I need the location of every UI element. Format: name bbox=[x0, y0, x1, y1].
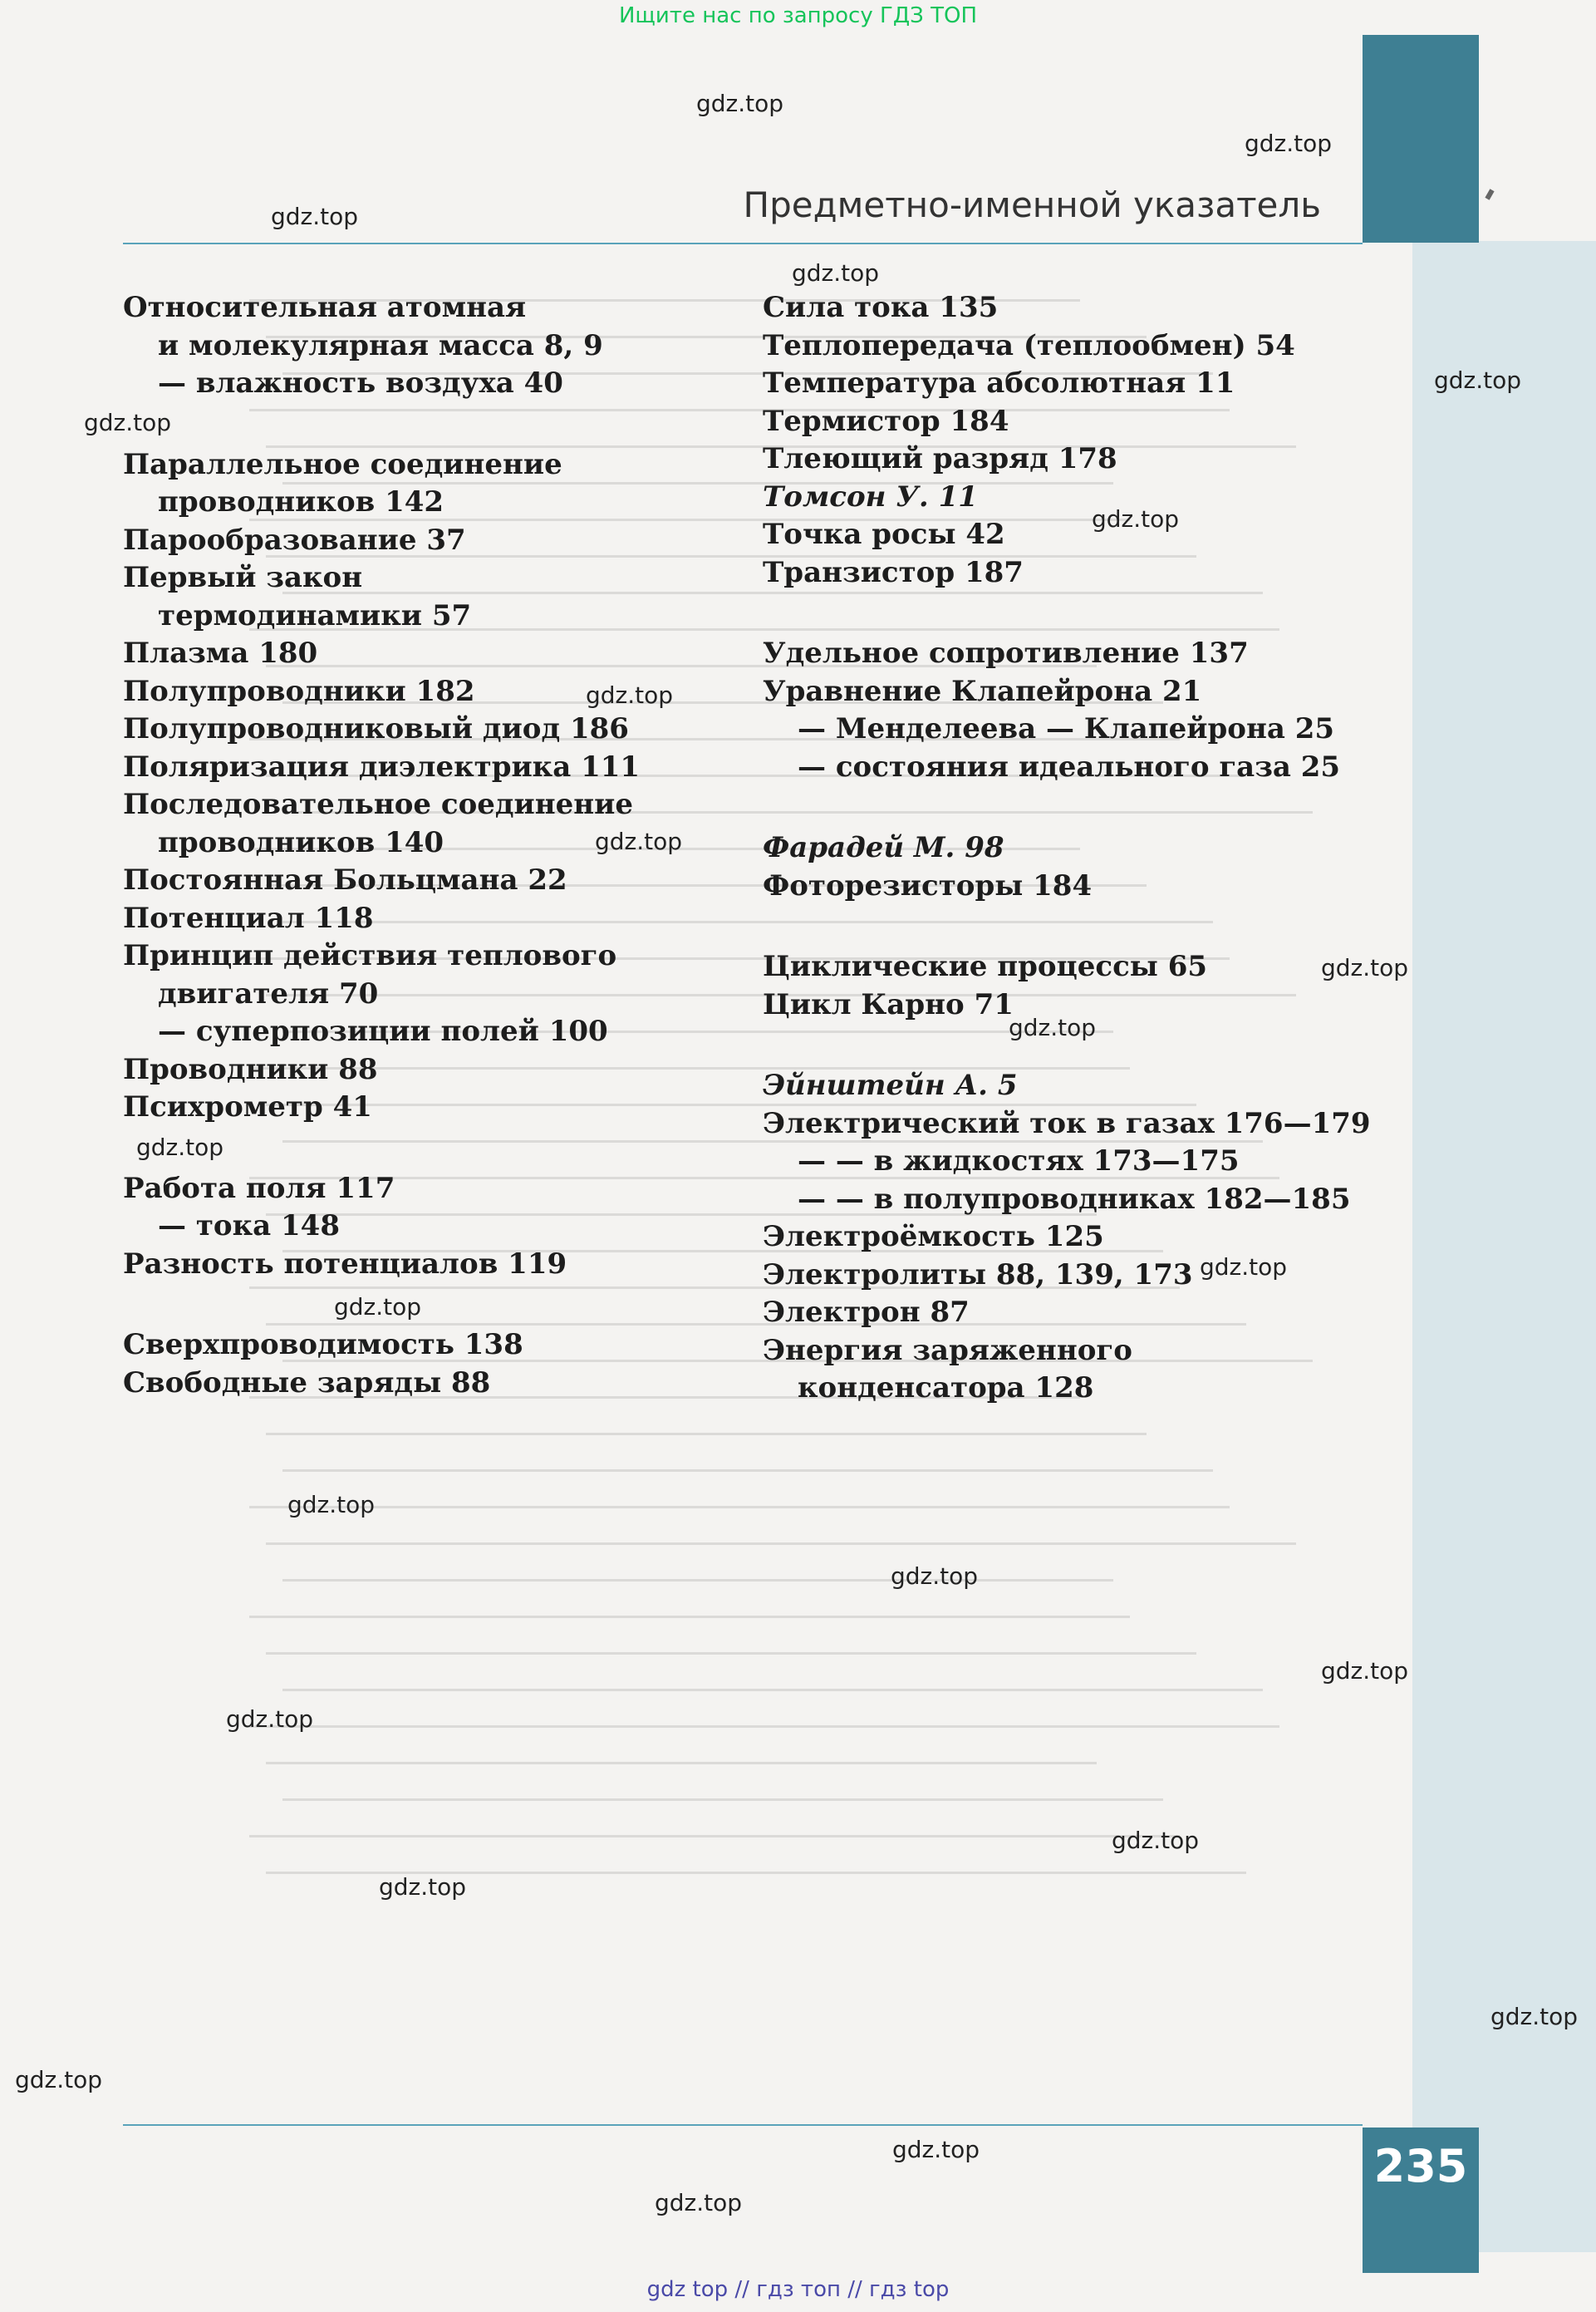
watermark-text: gdz.top bbox=[1092, 505, 1180, 533]
watermark-text: gdz.top bbox=[696, 90, 784, 117]
watermark-text: gdz.top bbox=[136, 1134, 224, 1161]
right-margin-band bbox=[1412, 241, 1596, 2252]
show-through-line bbox=[282, 1579, 1113, 1582]
index-entry: Принцип действия теплового bbox=[123, 939, 617, 972]
watermark-text: gdz.top bbox=[15, 2066, 103, 2093]
entry-gap bbox=[763, 592, 1361, 635]
index-entry: Тлеющий разряд 178 bbox=[763, 442, 1117, 475]
top-banner-link[interactable]: Ищите нас по запросу ГДЗ ТОП bbox=[618, 3, 978, 28]
index-entry: — — в полупроводниках 182—185 bbox=[798, 1182, 1351, 1216]
watermark-text: gdz.top bbox=[1321, 1657, 1409, 1685]
page-number: 235 bbox=[1373, 2140, 1468, 2192]
watermark-text: gdz.top bbox=[226, 1705, 314, 1733]
watermark-text: gdz.top bbox=[1009, 1014, 1097, 1041]
index-entry: Удельное сопротивление 137 bbox=[763, 637, 1249, 670]
entry-gap bbox=[123, 1283, 754, 1326]
index-entry: Парообразование 37 bbox=[123, 523, 466, 557]
watermark-text: gdz.top bbox=[334, 1293, 422, 1321]
index-entry: Электрон 87 bbox=[763, 1296, 970, 1329]
show-through-line bbox=[249, 1725, 1279, 1728]
watermark-text: gdz.top bbox=[892, 2136, 980, 2163]
index-entry: проводников 140 bbox=[158, 825, 444, 859]
page-title: Предметно-именной указатель bbox=[743, 184, 1321, 225]
index-entry: — суперпозиции полей 100 bbox=[158, 1015, 608, 1048]
index-entry: — состояния идеального газа 25 bbox=[798, 750, 1341, 784]
footer-rule bbox=[123, 2124, 1363, 2126]
watermark-text: gdz.top bbox=[586, 681, 674, 709]
index-entry: Термистор 184 bbox=[763, 404, 1009, 438]
index-entry: Сила тока 135 bbox=[763, 291, 999, 324]
index-entry: Работа поля 117 bbox=[123, 1171, 395, 1205]
index-entry: проводников 142 bbox=[158, 485, 444, 519]
watermark-text: gdz.top bbox=[84, 409, 172, 436]
index-entry: Электролиты 88, 139, 173 bbox=[763, 1257, 1193, 1291]
watermark-text: gdz.top bbox=[1245, 130, 1333, 157]
index-entry: Фоторезисторы 184 bbox=[763, 868, 1093, 903]
index-entry: Проводники 88 bbox=[123, 1052, 378, 1086]
index-entry: термодинамики 57 bbox=[158, 598, 472, 632]
header-accent-block bbox=[1363, 35, 1479, 243]
index-entry: — Менделеева — Клапейрона 25 bbox=[798, 712, 1335, 745]
index-entry: Электроёмкость 125 bbox=[763, 1220, 1104, 1253]
watermark-text: gdz.top bbox=[1321, 954, 1409, 981]
show-through-line bbox=[249, 1506, 1230, 1508]
watermark-text: gdz.top bbox=[379, 1873, 467, 1901]
index-entry: двигателя 70 bbox=[158, 976, 379, 1011]
index-entry: Транзистор 187 bbox=[763, 555, 1024, 589]
header-rule bbox=[123, 243, 1363, 244]
index-entry: Относительная атомная bbox=[123, 291, 527, 324]
index-entry: Потенциал 118 bbox=[123, 901, 374, 935]
index-entry: Полупроводниковый диод 186 bbox=[123, 712, 629, 745]
index-entry: — — в жидкостях 173—175 bbox=[798, 1144, 1240, 1178]
show-through-line bbox=[249, 1616, 1130, 1618]
index-entry: Энергия заряженного bbox=[763, 1333, 1132, 1367]
watermark-text: gdz.top bbox=[1200, 1253, 1288, 1281]
watermark-text: gdz.top bbox=[891, 1562, 979, 1590]
index-entry: Цикл Карно 71 bbox=[763, 987, 1014, 1021]
index-entry: Разность потенциалов 119 bbox=[123, 1247, 567, 1281]
watermark-text: gdz.top bbox=[792, 259, 880, 287]
index-entry: Поляризация диэлектрика 111 bbox=[123, 750, 641, 784]
show-through-line bbox=[282, 1469, 1213, 1472]
entry-gap bbox=[123, 403, 754, 446]
index-entry: Томсон У. 11 bbox=[763, 480, 978, 514]
show-through-line bbox=[249, 1835, 1180, 1837]
index-entry: Температура абсолютная 11 bbox=[763, 366, 1235, 400]
watermark-text: gdz.top bbox=[1434, 366, 1522, 394]
print-speck bbox=[1485, 189, 1494, 199]
watermark-text: gdz.top bbox=[271, 203, 359, 230]
watermark-text: gdz.top bbox=[1490, 2003, 1579, 2030]
index-entry: Теплопередача (теплообмен) 54 bbox=[763, 328, 1295, 362]
footer-links[interactable]: gdz top // гдз топ // гдз top bbox=[646, 2277, 950, 2302]
index-entry: — тока 148 bbox=[158, 1209, 340, 1242]
watermark-text: gdz.top bbox=[1112, 1827, 1200, 1854]
index-entry: Точка росы 42 bbox=[763, 518, 1005, 551]
index-entry: Параллельное соединение bbox=[123, 447, 562, 481]
index-entry: Уравнение Клапейрона 21 bbox=[763, 674, 1202, 708]
entry-gap bbox=[763, 905, 1361, 948]
index-entry: Фарадей М. 98 bbox=[763, 831, 1004, 864]
entry-gap bbox=[763, 786, 1361, 829]
watermark-text: gdz.top bbox=[595, 828, 683, 855]
index-entry: Электрический ток в газах 176—179 bbox=[763, 1106, 1371, 1140]
index-entry: — влажность воздуха 40 bbox=[158, 366, 563, 400]
show-through-line bbox=[282, 1798, 1163, 1801]
show-through-line bbox=[266, 1652, 1196, 1655]
watermark-text: gdz.top bbox=[287, 1491, 376, 1518]
index-entry: Свободные заряды 88 bbox=[123, 1365, 491, 1399]
show-through-line bbox=[266, 1762, 1097, 1764]
show-through-line bbox=[282, 1689, 1263, 1691]
index-entry: Сверхпроводимость 138 bbox=[123, 1328, 523, 1361]
show-through-line bbox=[266, 1433, 1147, 1435]
index-entry: и молекулярная масса 8, 9 bbox=[158, 328, 603, 362]
index-entry: Циклические процессы 65 bbox=[763, 950, 1208, 983]
index-entry: Последовательное соединение bbox=[123, 788, 634, 821]
index-entry: Эйнштейн А. 5 bbox=[763, 1069, 1018, 1102]
index-entry: Первый закон bbox=[123, 561, 363, 594]
index-entry: Постоянная Больцмана 22 bbox=[123, 863, 567, 897]
index-entry: конденсатора 128 bbox=[798, 1371, 1094, 1404]
index-entry: Полупроводники 182 bbox=[123, 674, 475, 708]
index-entry: Плазма 180 bbox=[123, 637, 318, 670]
show-through-line bbox=[266, 1542, 1296, 1545]
watermark-text: gdz.top bbox=[655, 2189, 743, 2216]
index-entry: Психрометр 41 bbox=[123, 1090, 372, 1124]
